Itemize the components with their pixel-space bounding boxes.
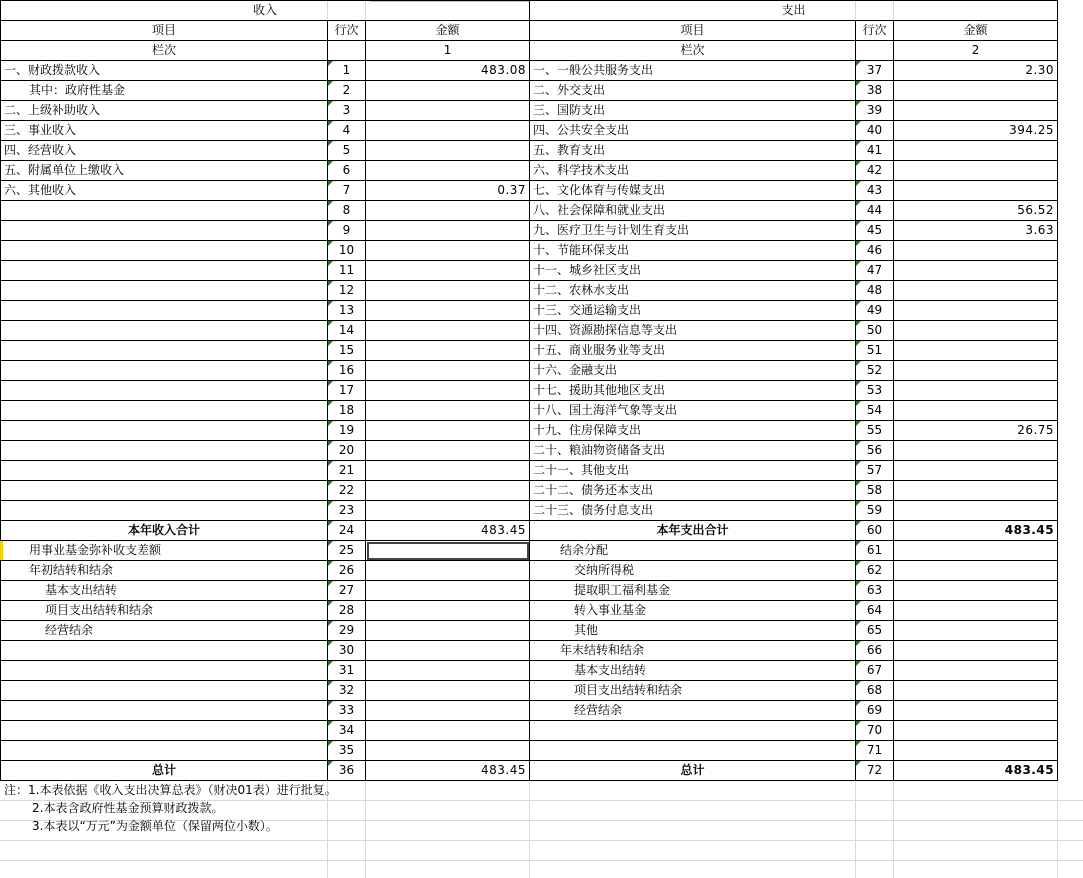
income-year-total-amount[interactable]: 483.45: [366, 521, 530, 541]
note-line[interactable]: 2.本表含政府性基金预算财政拨款。: [32, 801, 224, 815]
table-row: [1, 601, 1058, 621]
expense-item-cell[interactable]: 二十一、其他支出: [530, 461, 856, 481]
income-line-cell[interactable]: 15: [328, 341, 366, 361]
income-amount-header[interactable]: 金额: [366, 21, 530, 41]
expense-item-header[interactable]: 项目: [530, 21, 856, 41]
income-line-cell[interactable]: 35: [328, 741, 366, 761]
expense-item-cell[interactable]: 六、科学技术支出: [530, 161, 856, 181]
expense-line-header[interactable]: 行次: [856, 21, 894, 41]
table-row: [1, 681, 1058, 701]
expense-line-cell[interactable]: 65: [856, 621, 894, 641]
income-item-cell[interactable]: [1, 681, 328, 701]
notes-block: [4, 781, 337, 835]
expense-amount-cell[interactable]: [894, 561, 1058, 581]
expense-line-cell[interactable]: 58: [856, 481, 894, 501]
income-amount-cell[interactable]: [366, 421, 530, 441]
income-amount-cell[interactable]: [366, 601, 530, 621]
income-item-cell[interactable]: 用事业基金弥补收支差额: [1, 541, 328, 561]
expense-amount-cell[interactable]: [894, 701, 1058, 721]
income-amount-cell[interactable]: [366, 441, 530, 461]
expense-item-cell[interactable]: 十九、住房保障支出: [530, 421, 856, 441]
expense-line-cell[interactable]: 47: [856, 261, 894, 281]
expense-amount-cell[interactable]: [894, 641, 1058, 661]
income-amount-cell[interactable]: [366, 321, 530, 341]
expense-line-cell[interactable]: 37: [856, 61, 894, 81]
income-line-cell[interactable]: 19: [328, 421, 366, 441]
income-line-cell[interactable]: 12: [328, 281, 366, 301]
table-row: [1, 541, 1058, 561]
expense-item-cell[interactable]: 结余分配: [530, 541, 856, 561]
expense-line-cell[interactable]: 52: [856, 361, 894, 381]
income-amount-cell[interactable]: [366, 401, 530, 421]
expense-line-cell[interactable]: 38: [856, 81, 894, 101]
income-item-cell[interactable]: [1, 361, 328, 381]
expense-amount-cell[interactable]: [894, 261, 1058, 281]
grand-total-row: [1, 761, 1058, 781]
expense-year-total-line[interactable]: 60: [856, 521, 894, 541]
income-line-cell[interactable]: 31: [328, 661, 366, 681]
income-line-cell[interactable]: 23: [328, 501, 366, 521]
expense-amount-cell[interactable]: 394.25: [894, 121, 1058, 141]
table-row: [1, 661, 1058, 681]
income-item-cell[interactable]: [1, 701, 328, 721]
expense-item-cell[interactable]: 十三、交通运输支出: [530, 301, 856, 321]
table-row: [1, 61, 1058, 81]
income-item-cell[interactable]: [1, 481, 328, 501]
income-line-cell[interactable]: 20: [328, 441, 366, 461]
expense-item-cell[interactable]: 提取职工福利基金: [530, 581, 856, 601]
expense-line-cell[interactable]: 49: [856, 301, 894, 321]
income-item-cell[interactable]: [1, 321, 328, 341]
income-amount-cell[interactable]: [366, 241, 530, 261]
income-column-number[interactable]: 1: [366, 41, 530, 61]
expense-line-cell[interactable]: 64: [856, 601, 894, 621]
table-row: [1, 461, 1058, 481]
expense-line-cell[interactable]: 40: [856, 121, 894, 141]
income-line-cell[interactable]: 9: [328, 221, 366, 241]
income-column-blank[interactable]: [328, 41, 366, 61]
income-item-cell[interactable]: [1, 461, 328, 481]
expense-header[interactable]: 支出: [530, 1, 1058, 21]
expense-column-number[interactable]: 2: [894, 41, 1058, 61]
income-line-cell[interactable]: 26: [328, 561, 366, 581]
table-row: [1, 701, 1058, 721]
income-line-cell[interactable]: 5: [328, 141, 366, 161]
expense-item-cell[interactable]: 十六、金融支出: [530, 361, 856, 381]
expense-amount-cell[interactable]: [894, 381, 1058, 401]
income-item-cell[interactable]: 基本支出结转: [1, 581, 328, 601]
expense-item-cell[interactable]: 三、国防支出: [530, 101, 856, 121]
income-line-cell[interactable]: 16: [328, 361, 366, 381]
income-amount-cell[interactable]: [366, 101, 530, 121]
income-amount-cell[interactable]: 483.08: [366, 61, 530, 81]
income-grand-total-line[interactable]: 36: [328, 761, 366, 781]
income-amount-cell[interactable]: [366, 281, 530, 301]
expense-amount-cell[interactable]: [894, 161, 1058, 181]
income-amount-cell[interactable]: [366, 161, 530, 181]
expense-line-cell[interactable]: 67: [856, 661, 894, 681]
income-line-cell[interactable]: 13: [328, 301, 366, 321]
table-row: [1, 261, 1058, 281]
income-amount-cell[interactable]: [366, 121, 530, 141]
expense-item-cell[interactable]: 二、外交支出: [530, 81, 856, 101]
income-item-cell[interactable]: [1, 741, 328, 761]
income-line-cell[interactable]: 11: [328, 261, 366, 281]
expense-amount-cell[interactable]: [894, 321, 1058, 341]
expense-line-cell[interactable]: 54: [856, 401, 894, 421]
expense-amount-cell[interactable]: [894, 101, 1058, 121]
expense-item-cell[interactable]: 项目支出结转和结余: [530, 681, 856, 701]
expense-item-cell[interactable]: 其他: [530, 621, 856, 641]
income-amount-cell[interactable]: [366, 461, 530, 481]
income-amount-cell[interactable]: [366, 741, 530, 761]
income-line-cell[interactable]: 2: [328, 81, 366, 101]
income-line-cell[interactable]: 29: [328, 621, 366, 641]
table-row: [1, 621, 1058, 641]
income-item-cell[interactable]: 一、财政拨款收入: [1, 61, 328, 81]
expense-item-cell[interactable]: 十四、资源勘探信息等支出: [530, 321, 856, 341]
expense-amount-cell[interactable]: [894, 681, 1058, 701]
income-line-cell[interactable]: 6: [328, 161, 366, 181]
table-row: [1, 301, 1058, 321]
expense-item-cell[interactable]: 十七、援助其他地区支出: [530, 381, 856, 401]
expense-column-label[interactable]: 栏次: [530, 41, 856, 61]
income-line-cell[interactable]: 27: [328, 581, 366, 601]
income-item-cell[interactable]: [1, 441, 328, 461]
expense-item-cell[interactable]: [530, 721, 856, 741]
year-total-row: [1, 521, 1058, 541]
income-amount-cell[interactable]: [366, 721, 530, 741]
expense-item-cell[interactable]: [530, 741, 856, 761]
income-item-cell[interactable]: 五、附属单位上缴收入: [1, 161, 328, 181]
expense-item-cell[interactable]: 转入事业基金: [530, 601, 856, 621]
income-amount-cell[interactable]: [366, 681, 530, 701]
income-item-cell[interactable]: [1, 201, 328, 221]
table-row: [1, 421, 1058, 441]
table-row: [1, 401, 1058, 421]
income-item-cell[interactable]: 其中：政府性基金: [1, 81, 328, 101]
expense-amount-cell[interactable]: [894, 501, 1058, 521]
expense-amount-cell[interactable]: [894, 661, 1058, 681]
income-item-cell[interactable]: [1, 381, 328, 401]
income-line-cell[interactable]: 25: [328, 541, 366, 561]
expense-amount-cell[interactable]: [894, 581, 1058, 601]
income-amount-cell[interactable]: [366, 261, 530, 281]
income-item-header[interactable]: 项目: [1, 21, 328, 41]
expense-grand-total-amount[interactable]: 483.45: [894, 761, 1058, 781]
income-item-cell[interactable]: [1, 241, 328, 261]
income-amount-cell[interactable]: [366, 81, 530, 101]
expense-amount-cell[interactable]: [894, 481, 1058, 501]
income-amount-cell[interactable]: [366, 481, 530, 501]
expense-line-cell[interactable]: 39: [856, 101, 894, 121]
income-amount-cell[interactable]: [366, 621, 530, 641]
table-row: [1, 221, 1058, 241]
table-row: [1, 101, 1058, 121]
expense-line-cell[interactable]: 51: [856, 341, 894, 361]
expense-line-cell[interactable]: 45: [856, 221, 894, 241]
expense-line-cell[interactable]: 62: [856, 561, 894, 581]
income-amount-cell[interactable]: [366, 301, 530, 321]
income-grand-total-label[interactable]: 总计: [1, 761, 328, 781]
expense-line-cell[interactable]: 71: [856, 741, 894, 761]
income-item-cell[interactable]: 经营结余: [1, 621, 328, 641]
expense-line-cell[interactable]: 48: [856, 281, 894, 301]
income-line-cell[interactable]: 22: [328, 481, 366, 501]
income-line-cell[interactable]: 7: [328, 181, 366, 201]
income-item-cell[interactable]: 年初结转和结余: [1, 561, 328, 581]
table-row: [1, 181, 1058, 201]
income-item-cell[interactable]: [1, 721, 328, 741]
income-item-cell[interactable]: [1, 401, 328, 421]
expense-line-cell[interactable]: 53: [856, 381, 894, 401]
table-row: [1, 321, 1058, 341]
table-row: [1, 161, 1058, 181]
expense-item-cell[interactable]: 八、社会保障和就业支出: [530, 201, 856, 221]
income-item-cell[interactable]: [1, 281, 328, 301]
expense-line-cell[interactable]: 46: [856, 241, 894, 261]
income-amount-cell[interactable]: [366, 141, 530, 161]
expense-grand-total-line[interactable]: 72: [856, 761, 894, 781]
expense-amount-cell[interactable]: 56.52: [894, 201, 1058, 221]
expense-item-cell[interactable]: 十、节能环保支出: [530, 241, 856, 261]
table-row: [1, 721, 1058, 741]
expense-amount-cell[interactable]: [894, 401, 1058, 421]
expense-line-cell[interactable]: 42: [856, 161, 894, 181]
expense-item-cell[interactable]: 十五、商业服务业等支出: [530, 341, 856, 361]
income-item-cell[interactable]: 四、经营收入: [1, 141, 328, 161]
income-amount-cell[interactable]: [366, 581, 530, 601]
expense-item-cell[interactable]: 九、医疗卫生与计划生育支出: [530, 221, 856, 241]
table-row: [1, 641, 1058, 661]
note-line[interactable]: 3.本表以“万元”为金额单位（保留两位小数）。: [32, 819, 278, 833]
expense-line-cell[interactable]: 68: [856, 681, 894, 701]
table-row: [1, 441, 1058, 461]
expense-amount-cell[interactable]: 2.30: [894, 61, 1058, 81]
expense-year-total-label[interactable]: 本年支出合计: [530, 521, 856, 541]
income-line-header[interactable]: 行次: [328, 21, 366, 41]
table-row: [1, 381, 1058, 401]
income-item-cell[interactable]: 二、上级补助收入: [1, 101, 328, 121]
expense-item-cell[interactable]: 五、教育支出: [530, 141, 856, 161]
expense-amount-cell[interactable]: [894, 441, 1058, 461]
expense-amount-cell[interactable]: 26.75: [894, 421, 1058, 441]
income-item-cell[interactable]: [1, 301, 328, 321]
income-item-cell[interactable]: [1, 501, 328, 521]
expense-line-cell[interactable]: 56: [856, 441, 894, 461]
table-row: [1, 341, 1058, 361]
expense-line-cell[interactable]: 43: [856, 181, 894, 201]
income-amount-cell[interactable]: [366, 541, 530, 561]
income-item-cell[interactable]: [1, 261, 328, 281]
income-line-cell[interactable]: 8: [328, 201, 366, 221]
income-year-total-label[interactable]: 本年收入合计: [1, 521, 328, 541]
expense-line-cell[interactable]: 50: [856, 321, 894, 341]
expense-item-cell[interactable]: 十一、城乡社区支出: [530, 261, 856, 281]
table-row: [1, 121, 1058, 141]
expense-amount-cell[interactable]: [894, 241, 1058, 261]
income-line-cell[interactable]: 30: [328, 641, 366, 661]
income-line-cell[interactable]: 32: [328, 681, 366, 701]
expense-year-total-amount[interactable]: 483.45: [894, 521, 1058, 541]
income-amount-cell[interactable]: [366, 701, 530, 721]
expense-amount-cell[interactable]: [894, 741, 1058, 761]
expense-amount-cell[interactable]: [894, 281, 1058, 301]
expense-line-cell[interactable]: 69: [856, 701, 894, 721]
income-amount-cell[interactable]: [366, 501, 530, 521]
income-column-label[interactable]: 栏次: [1, 41, 328, 61]
income-item-cell[interactable]: [1, 421, 328, 441]
expense-item-cell[interactable]: 七、文化体育与传媒支出: [530, 181, 856, 201]
income-amount-cell[interactable]: 0.37: [366, 181, 530, 201]
table-row: [1, 361, 1058, 381]
section-header-row: [1, 1, 1058, 21]
table-row: [1, 481, 1058, 501]
income-item-cell[interactable]: 三、事业收入: [1, 121, 328, 141]
income-amount-cell[interactable]: [366, 221, 530, 241]
income-line-cell[interactable]: 1: [328, 61, 366, 81]
table-row: [1, 501, 1058, 521]
expense-line-cell[interactable]: 59: [856, 501, 894, 521]
income-header[interactable]: 收入: [1, 1, 530, 21]
income-line-cell[interactable]: 21: [328, 461, 366, 481]
expense-item-cell[interactable]: 十二、农林水支出: [530, 281, 856, 301]
income-item-cell[interactable]: [1, 341, 328, 361]
income-amount-cell[interactable]: [366, 361, 530, 381]
income-item-cell[interactable]: [1, 221, 328, 241]
table-row: [1, 741, 1058, 761]
expense-item-cell[interactable]: 基本支出结转: [530, 661, 856, 681]
income-line-cell[interactable]: 33: [328, 701, 366, 721]
table-row: [1, 241, 1058, 261]
expense-item-cell[interactable]: 二十三、债务付息支出: [530, 501, 856, 521]
table-row: [1, 581, 1058, 601]
expense-line-cell[interactable]: 61: [856, 541, 894, 561]
income-line-cell[interactable]: 18: [328, 401, 366, 421]
table-row: [1, 561, 1058, 581]
expense-amount-header[interactable]: 金额: [894, 21, 1058, 41]
expense-line-cell[interactable]: 44: [856, 201, 894, 221]
income-line-cell[interactable]: 4: [328, 121, 366, 141]
table-row: [1, 281, 1058, 301]
expense-line-cell[interactable]: 63: [856, 581, 894, 601]
expense-amount-cell[interactable]: 3.63: [894, 221, 1058, 241]
expense-line-cell[interactable]: 57: [856, 461, 894, 481]
expense-item-cell[interactable]: 十八、国土海洋气象等支出: [530, 401, 856, 421]
income-item-cell[interactable]: 六、其他收入: [1, 181, 328, 201]
column-header-row: [1, 21, 1058, 41]
expense-column-blank[interactable]: [856, 41, 894, 61]
income-amount-cell[interactable]: [366, 201, 530, 221]
income-amount-cell[interactable]: [366, 661, 530, 681]
income-amount-cell[interactable]: [366, 381, 530, 401]
expense-amount-cell[interactable]: [894, 181, 1058, 201]
expense-item-cell[interactable]: 经营结余: [530, 701, 856, 721]
income-amount-cell[interactable]: [366, 341, 530, 361]
income-line-cell[interactable]: 34: [328, 721, 366, 741]
income-item-cell[interactable]: 项目支出结转和结余: [1, 601, 328, 621]
expense-item-cell[interactable]: 二十、粮油物资储备支出: [530, 441, 856, 461]
expense-line-cell[interactable]: 55: [856, 421, 894, 441]
expense-line-cell[interactable]: 66: [856, 641, 894, 661]
expense-item-cell[interactable]: 年末结转和结余: [530, 641, 856, 661]
expense-amount-cell[interactable]: [894, 301, 1058, 321]
expense-amount-cell[interactable]: [894, 721, 1058, 741]
expense-line-cell[interactable]: 41: [856, 141, 894, 161]
table-row: [1, 141, 1058, 161]
column-index-row: [1, 41, 1058, 61]
row-highlight-marker: [0, 541, 3, 560]
income-year-total-line[interactable]: 24: [328, 521, 366, 541]
expense-amount-cell[interactable]: [894, 361, 1058, 381]
income-item-cell[interactable]: [1, 661, 328, 681]
expense-item-cell[interactable]: 交纳所得税: [530, 561, 856, 581]
expense-amount-cell[interactable]: [894, 601, 1058, 621]
income-line-cell[interactable]: 28: [328, 601, 366, 621]
income-item-cell[interactable]: [1, 641, 328, 661]
income-line-cell[interactable]: 14: [328, 321, 366, 341]
expense-grand-total-label[interactable]: 总计: [530, 761, 856, 781]
income-grand-total-amount[interactable]: 483.45: [366, 761, 530, 781]
expense-item-cell[interactable]: 一、一般公共服务支出: [530, 61, 856, 81]
income-amount-cell[interactable]: [366, 641, 530, 661]
income-line-cell[interactable]: 3: [328, 101, 366, 121]
expense-amount-cell[interactable]: [894, 541, 1058, 561]
income-line-cell[interactable]: 17: [328, 381, 366, 401]
income-line-cell[interactable]: 10: [328, 241, 366, 261]
income-amount-cell[interactable]: [366, 561, 530, 581]
expense-line-cell[interactable]: 70: [856, 721, 894, 741]
note-line[interactable]: 注：1.本表依据《收入支出决算总表》（财决01表）进行批复。: [4, 783, 337, 797]
expense-item-cell[interactable]: 四、公共安全支出: [530, 121, 856, 141]
expense-amount-cell[interactable]: [894, 81, 1058, 101]
expense-item-cell[interactable]: 二十二、债务还本支出: [530, 481, 856, 501]
expense-amount-cell[interactable]: [894, 621, 1058, 641]
table-row: [1, 81, 1058, 101]
expense-amount-cell[interactable]: [894, 461, 1058, 481]
expense-amount-cell[interactable]: [894, 341, 1058, 361]
expense-amount-cell[interactable]: [894, 141, 1058, 161]
table-row: [1, 201, 1058, 221]
